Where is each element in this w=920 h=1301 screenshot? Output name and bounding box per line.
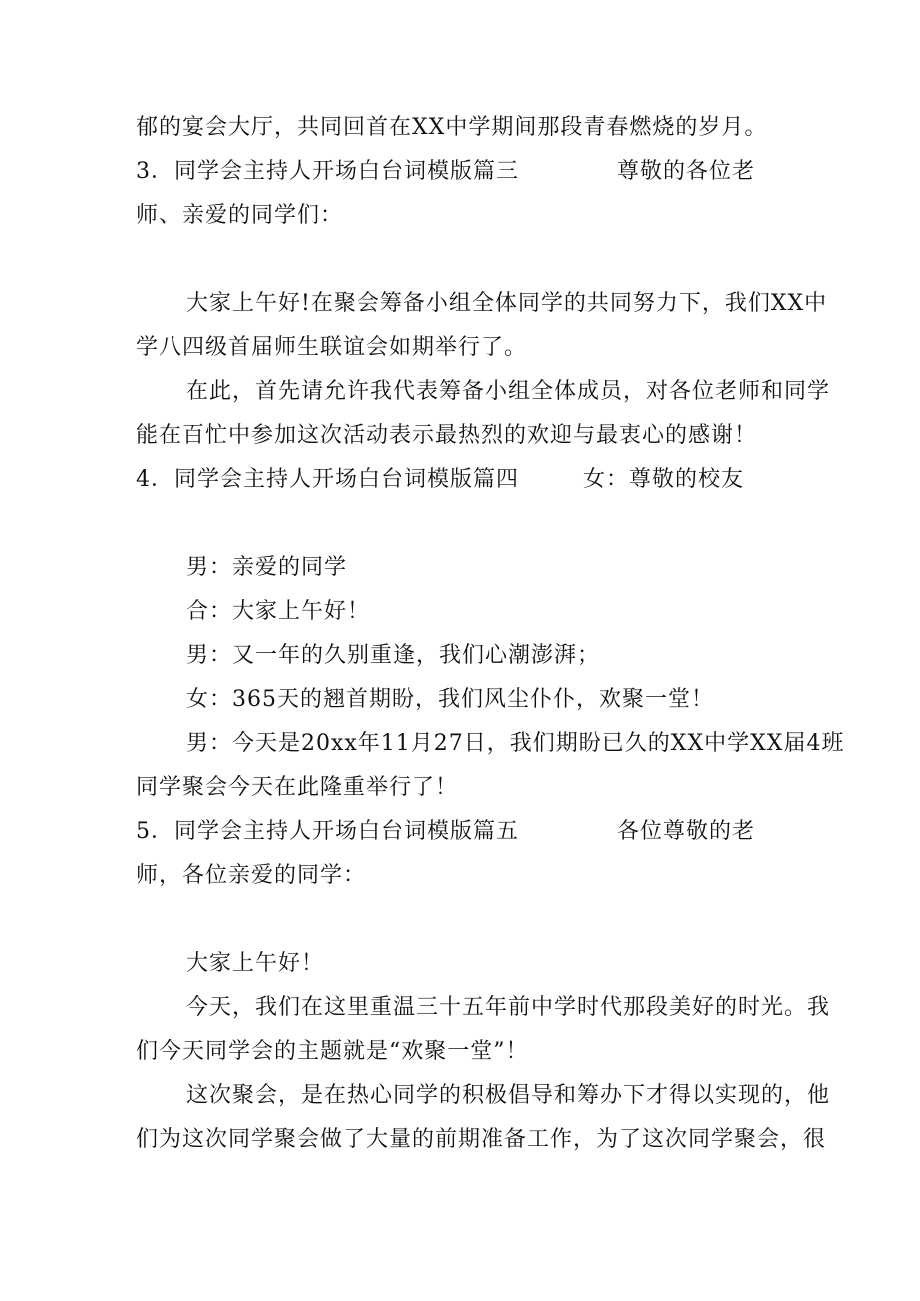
text-line: 在此，首先请允许我代表筹备小组全体成员，对各位老师和同学 bbox=[186, 379, 831, 404]
text-line: 们今天同学会的主题就是“欢聚一堂”！ bbox=[136, 1039, 529, 1064]
text-line: 女：365天的翘首期盼，我们风尘仆仆，欢聚一堂！ bbox=[186, 687, 714, 712]
text-line: 这次聚会，是在热心同学的积极倡导和筹办下才得以实现的，他 bbox=[186, 1083, 831, 1108]
text-line: 们为这次同学聚会做了大量的前期准备工作，为了这次同学聚会，很 bbox=[136, 1127, 827, 1152]
text-line: 学八四级首届师生联谊会如期举行了。 bbox=[136, 335, 528, 360]
text-line: 郁的宴会大厅，共同回首在XX中学期间那段青春燃烧的岁月。 bbox=[136, 115, 768, 140]
text-line: 大家上午好!在聚会筹备小组全体同学的共同努力下，我们XX中 bbox=[186, 291, 828, 316]
text-line: 各位尊敬的老 bbox=[617, 819, 756, 844]
text-line: 师、亲爱的同学们： bbox=[136, 203, 344, 228]
text-line: 男：又一年的久别重逢，我们心潮澎湃； bbox=[186, 643, 601, 668]
section-heading: 4．同学会主持人开场白台词模版篇四 bbox=[136, 467, 519, 492]
text-line: 合：大家上午好！ bbox=[186, 599, 371, 624]
text-line: 同学聚会今天在此隆重举行了！ bbox=[136, 775, 459, 800]
text-line: 师，各位亲爱的同学： bbox=[136, 863, 367, 888]
section-heading: 5．同学会主持人开场白台词模版篇五 bbox=[136, 819, 519, 844]
text-line: 今天，我们在这里重温三十五年前中学时代那段美好的时光。我 bbox=[186, 995, 831, 1020]
text-line: 女：尊敬的校友 bbox=[583, 467, 745, 492]
text-line: 男：亲爱的同学 bbox=[186, 555, 348, 580]
text-line: 能在百忙中参加这次活动表示最热烈的欢迎与最衷心的感谢！ bbox=[136, 423, 758, 448]
text-line: 男：今天是20xx年11月27日，我们期盼已久的XX中学XX届4班 bbox=[186, 731, 845, 756]
text-line: 尊敬的各位老 bbox=[617, 159, 756, 184]
section-heading: 3．同学会主持人开场白台词模版篇三 bbox=[136, 159, 519, 184]
text-line: 大家上午好！ bbox=[186, 951, 325, 976]
